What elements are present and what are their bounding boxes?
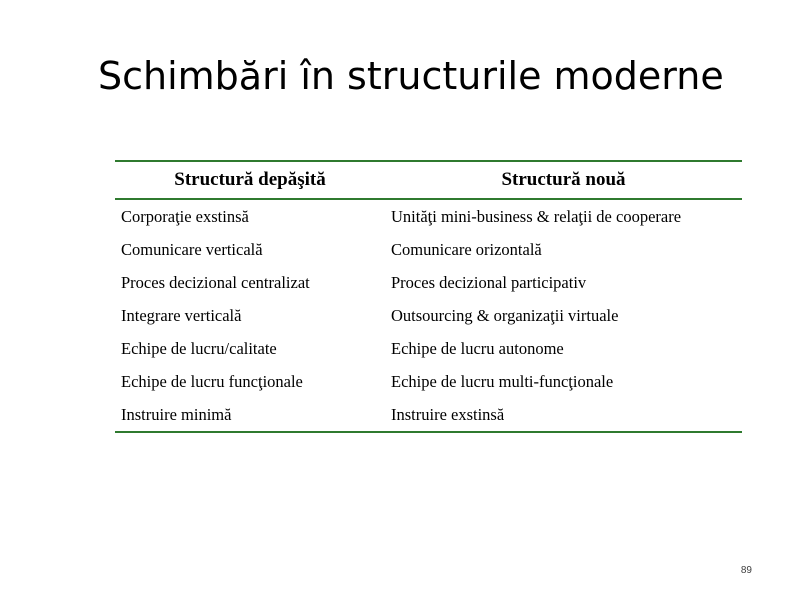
old-structure-cell: Corporaţie exstinsă — [121, 206, 249, 226]
new-structure-cell: Outsourcing & organizaţii virtuale — [391, 305, 619, 325]
table-row — [115, 365, 742, 398]
table-row — [115, 199, 742, 233]
new-structure-cell: Unităţi mini-business & relaţii de cooperare — [391, 206, 682, 226]
table-row — [115, 398, 742, 432]
new-structure-cell: Echipe de lucru autonome — [391, 338, 564, 358]
old-structure-cell: Integrare verticală — [121, 305, 242, 325]
header-new-structure: Structură nouă — [501, 169, 626, 190]
table-row — [115, 233, 742, 266]
slide-title: Schimbări în structurile moderne — [98, 54, 724, 98]
table-row — [115, 332, 742, 365]
table-header-row — [115, 161, 742, 199]
table-row — [115, 266, 742, 299]
old-structure-cell: Comunicare verticală — [121, 239, 263, 259]
new-structure-cell: Echipe de lucru multi-funcţionale — [391, 371, 614, 391]
new-structure-cell: Instruire exstinsă — [391, 404, 505, 424]
page-number: 89 — [740, 565, 752, 576]
old-structure-cell: Echipe de lucru funcţionale — [121, 371, 303, 391]
old-structure-cell: Instruire minimă — [121, 404, 232, 424]
comparison-table-container — [115, 160, 742, 433]
old-structure-cell: Proces decizional centralizat — [121, 272, 310, 292]
comparison-table — [115, 160, 742, 433]
new-structure-cell: Comunicare orizontală — [391, 239, 542, 259]
old-structure-cell: Echipe de lucru/calitate — [121, 338, 277, 358]
table-row — [115, 299, 742, 332]
header-old-structure: Structură depăşită — [174, 169, 326, 190]
new-structure-cell: Proces decizional participativ — [391, 272, 587, 292]
